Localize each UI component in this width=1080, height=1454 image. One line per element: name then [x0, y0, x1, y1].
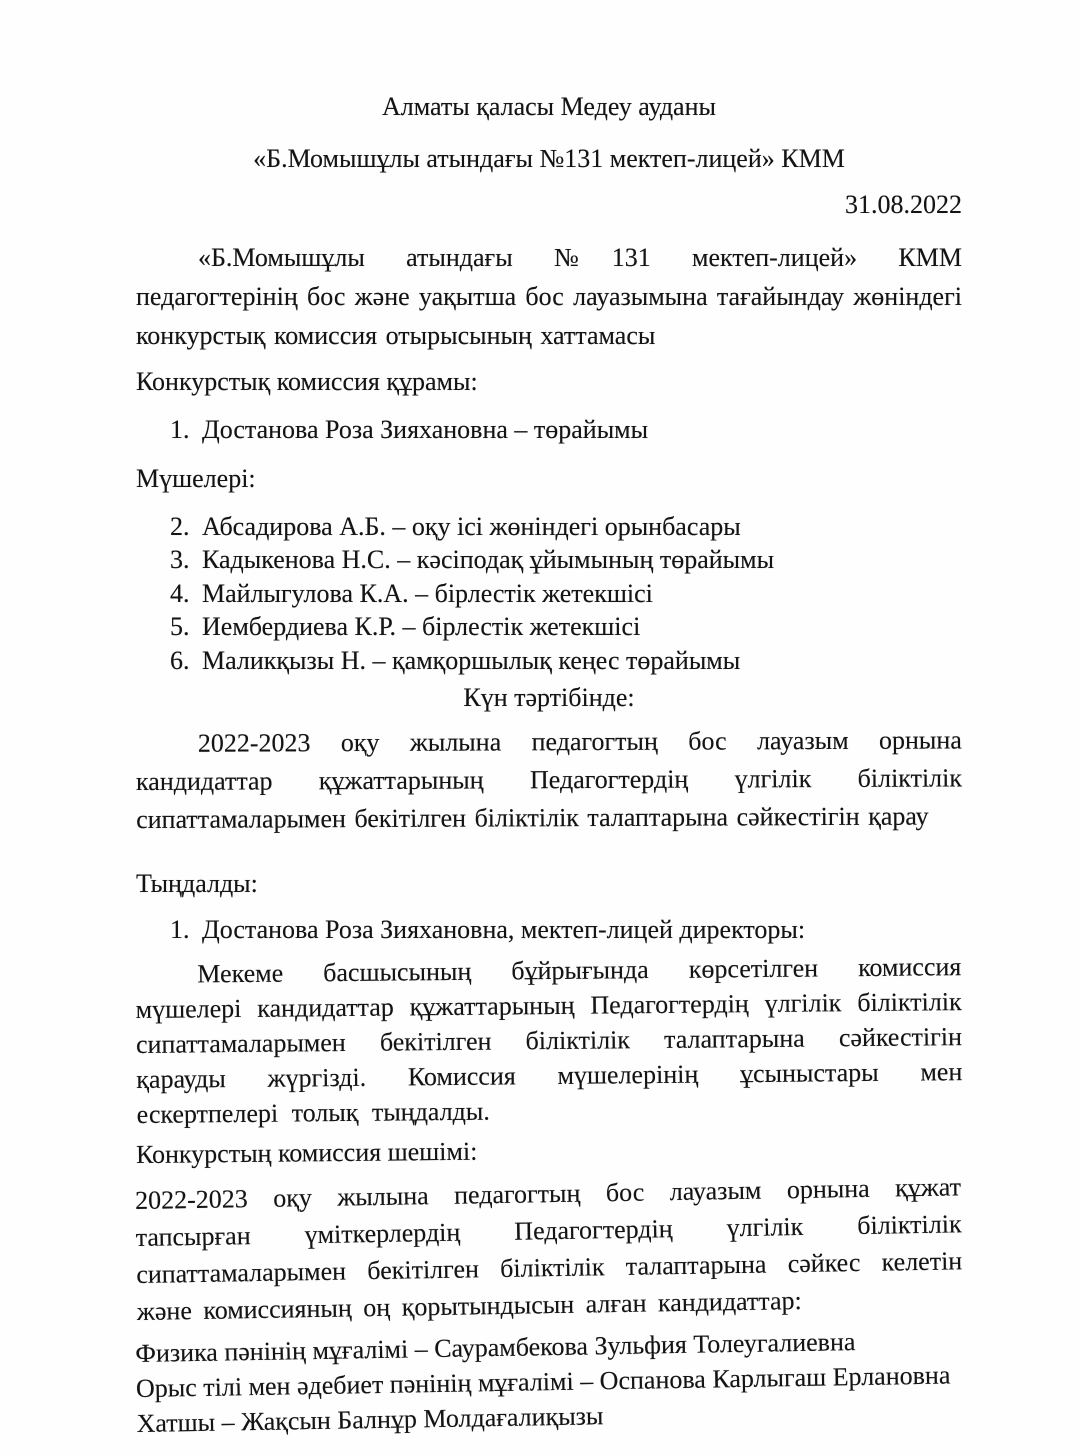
- list-item-text: Маликқызы Н. – қамқоршылық кеңес төрайымы: [202, 645, 741, 675]
- list-item: [136, 644, 962, 678]
- candidate-line: Хатшы – Жақсын Балнұр Молдағалиқызы: [136, 1400, 604, 1438]
- list-item-text: Кадыкенова Н.С. – кәсіподақ ұйымының төрайымы: [202, 545, 775, 574]
- commission-composition-heading: Конкурстық комиссия құрамы:: [136, 367, 478, 396]
- heard-paragraph: Мекеме басшысының бұйрығында көрсетілген комиссия мүшелері кандидаттар құжаттарының Педагогтердің үлгілік біліктілік сипаттамаларымен бекітілген біліктілік талаптарына сәйкестігін қарауды жүргізді. Комиссия мүшелерінің ұсыныстары мен ескертпелері толық тыңдалды.: [135, 951, 963, 1129]
- list-item: [136, 610, 962, 644]
- list-number: 6.: [170, 645, 190, 675]
- decision-heading: Конкурстың комиссия шешімі:: [135, 1136, 478, 1169]
- list-item-text: Майлыгулова К.А. – бірлестік жетекшісі: [202, 578, 653, 608]
- doc-header-city-line: Алматы қаласы Медеу ауданы: [382, 92, 716, 121]
- members-heading: Мүшелері:: [136, 463, 256, 493]
- list-item-text: Иембердиева К.Р. – бірлестік жетекшісі: [202, 612, 641, 641]
- doc-header-school-line: «Б.Момышұлы атындағы №131 мектеп-лицей» КММ: [253, 144, 845, 173]
- candidate-line: Физика пәнінің мұғалімі – Саурамбекова Зульфия Толеугалиевна: [135, 1326, 856, 1368]
- list-number: 4.: [170, 578, 190, 608]
- heard-speaker-item: [136, 913, 962, 947]
- agenda-heading: Күн тәртібінде:: [463, 683, 635, 712]
- protocol-title-paragraph: «Б.Момышұлы атындағы №131 мектеп-лицей» КММ педагогтерінің бос және уақытша бос лауазымына тағайындау жөніндегі конкурстық комиссия отырысының хаттамасы: [136, 243, 962, 350]
- list-item-text: Достанова Роза Зияхановна, мектеп-лицей директоры:: [202, 915, 806, 944]
- heard-heading: Тыңдалды:: [136, 869, 258, 898]
- list-item-text: Абсадирова А.Б. – оқу ісі жөніндегі орынбасары: [202, 511, 741, 541]
- decision-paragraph: 2022-2023 оқу жылына педагогтың бос лауазым орнына құжат тапсырған үміткерлердің Педагогтердің үлгілік біліктілік сипаттамаларымен бекітілген біліктілік талаптарына сәйкес келетін және комиссияның оң қорытындысын алған кандидаттар:: [134, 1171, 963, 1326]
- members-list: [136, 510, 962, 678]
- list-number: 1.: [170, 415, 190, 444]
- list-item-text: Достанова Роза Зияхановна – төрайымы: [202, 415, 649, 444]
- list-number: 2.: [170, 511, 190, 541]
- list-item: [136, 577, 962, 611]
- list-number: 3.: [170, 545, 190, 574]
- list-number: 1.: [170, 915, 190, 944]
- agenda-paragraph: 2022-2023 оқу жылына педагогтың бос лауазым орнына кандидаттар құжаттарының Педагогтердің үлгілік біліктілік сипаттамаларымен бекітілген біліктілік талаптарына сәйкестігін қарау: [135, 725, 963, 834]
- candidate-line: Орыс тілі мен әдебиет пәнінің мұғалімі – Оспанова Карлыгаш Ерлановна: [135, 1359, 951, 1403]
- commission-chair-item: [136, 413, 962, 447]
- list-item: [136, 510, 962, 544]
- candidates-list: [135, 1322, 963, 1441]
- doc-date: 31.08.2022: [845, 190, 962, 219]
- list-item: [136, 543, 962, 577]
- list-number: 5.: [170, 612, 190, 641]
